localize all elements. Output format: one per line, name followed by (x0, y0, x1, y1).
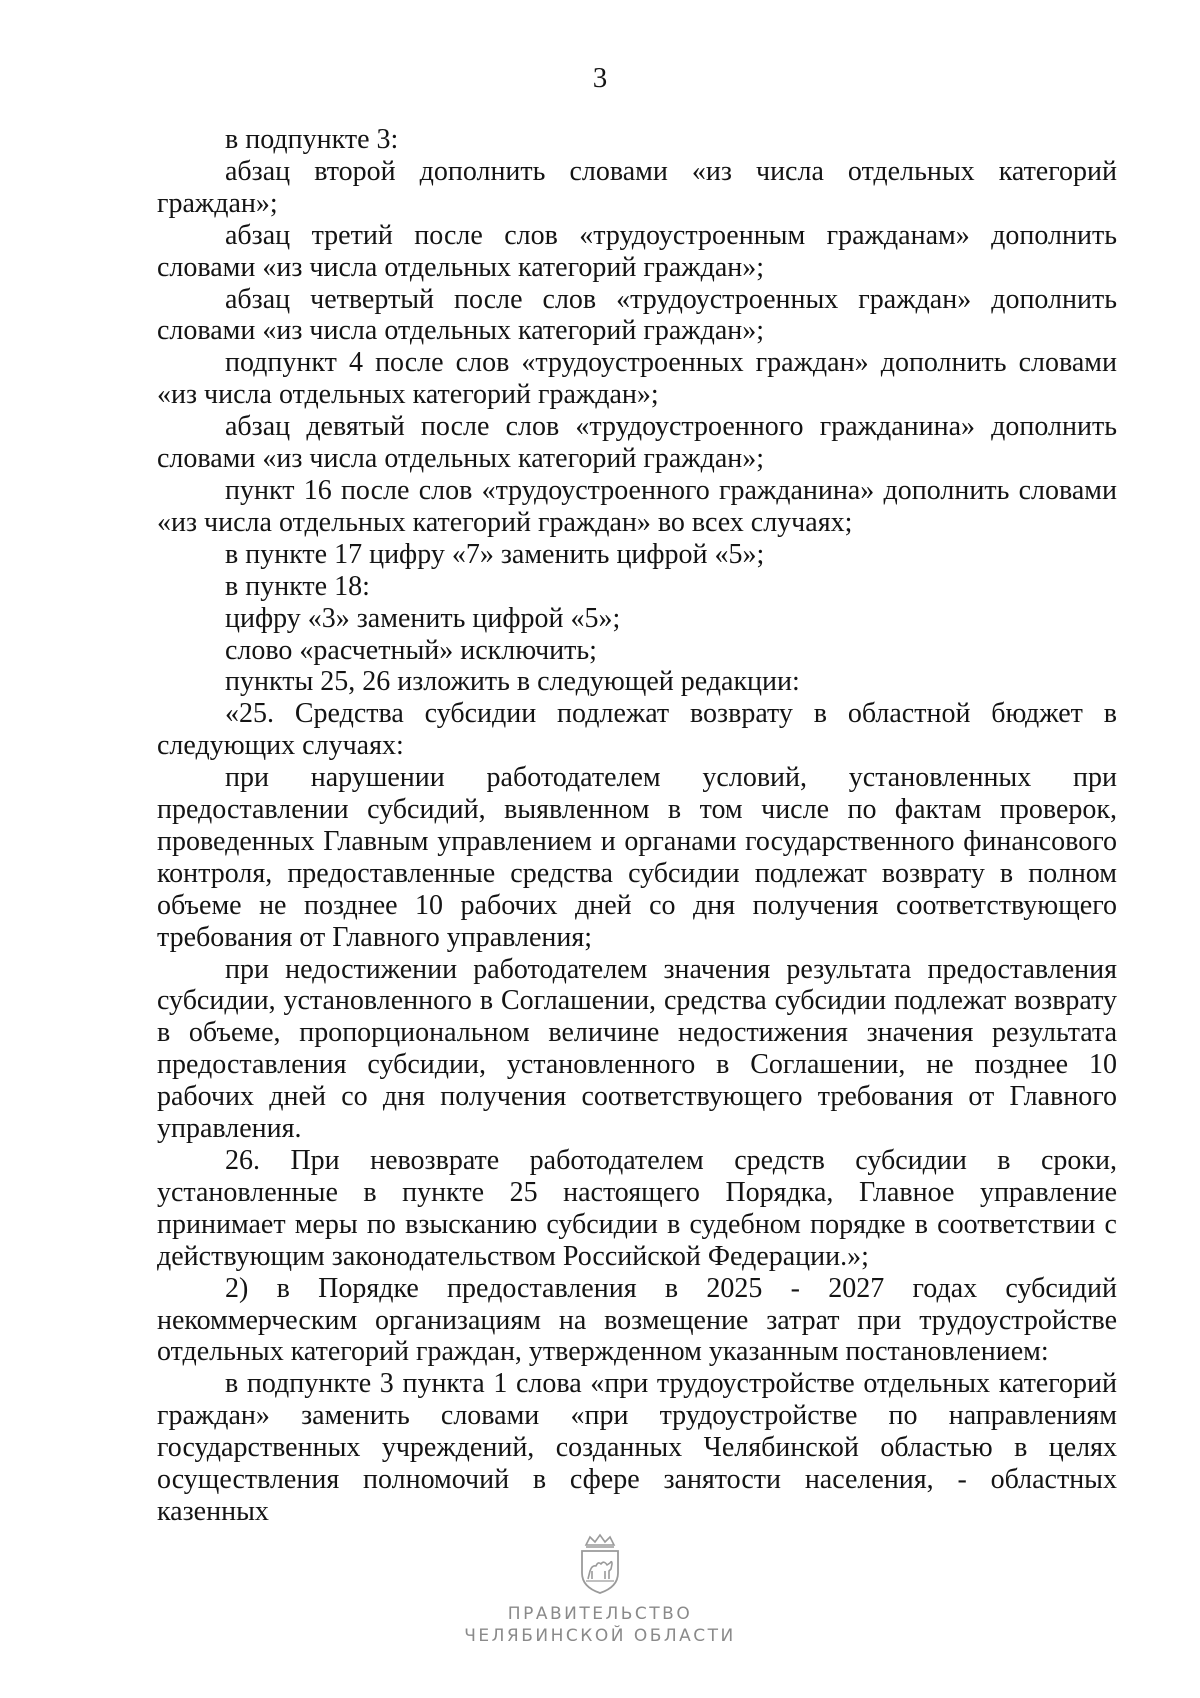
paragraph: абзац третий после слов «трудоустроенным гражданам» дополнить словами «из числа отдельных категорий граждан»; (157, 219, 1117, 283)
page-number: 3 (592, 62, 608, 94)
org-name-line-2: ЧЕЛЯБИНСКОЙ ОБЛАСТИ (464, 1626, 736, 1646)
document-body (157, 124, 1117, 1528)
paragraph: пункты 25, 26 изложить в следующей редакции: (225, 666, 800, 698)
paragraph: в подпункте 3 пункта 1 слова «при трудоустройстве отдельных категорий граждан» заменить словами «при трудоустройстве по направлениям государственных учреждений, созданных Челябинской областью в целях осуществления полномочий в сфере занятости населения, - областных казенных (157, 1368, 1117, 1527)
org-name-line-1: ПРАВИТЕЛЬСТВО (507, 1604, 693, 1624)
paragraph: цифру «3» заменить цифрой «5»; (225, 602, 621, 634)
paragraph: 2) в Порядке предоставления в 2025 - 2027 годах субсидий некоммерческим организациям на возмещение затрат при трудоустройстве отдельных категорий граждан, утвержденном указанным постановлением: (157, 1272, 1117, 1368)
paragraph: абзац второй дополнить словами «из числа отдельных категорий граждан»; (157, 155, 1117, 219)
paragraph: «25. Средства субсидии подлежат возврату в областной бюджет в следующих случаях: (157, 698, 1117, 762)
government-footer (0, 1533, 1200, 1647)
paragraph: пункт 16 после слов «трудоустроенного гражданина» дополнить словами «из числа отдельных категорий граждан» во всех случаях; (157, 474, 1117, 538)
paragraph: абзац четвертый после слов «трудоустроенных граждан» дополнить словами «из числа отдельных категорий граждан»; (157, 283, 1117, 347)
chelyabinsk-coat-of-arms-icon (574, 1533, 626, 1595)
paragraph: слово «расчетный» исключить; (225, 634, 597, 666)
paragraph: 26. При невозврате работодателем средств субсидии в сроки, установленные в пункте 25 настоящего Порядка, Главное управление принимает меры по взысканию субсидии в судебном порядке в соответствии с действующим законодательством Российской Федерации.»; (157, 1145, 1117, 1272)
paragraph: в пункте 18: (225, 570, 370, 602)
paragraph: при нарушении работодателем условий, установленных при предоставлении субсидий, выявленном в том числе по фактам проверок, проведенных Главным управлением и органами государственного финансового контроля, предоставленные средства субсидии подлежат возврату в полном объеме не позднее 10 рабочих дней со дня получения соответствующего требования от Главного управления; (157, 762, 1117, 953)
paragraph: абзац девятый после слов «трудоустроенного гражданина» дополнить словами «из числа отдельных категорий граждан»; (157, 411, 1117, 475)
paragraph: в пункте 17 цифру «7» заменить цифрой «5»; (225, 538, 765, 570)
paragraph: в подпункте 3: (225, 124, 399, 155)
paragraph: при недостижении работодателем значения результата предоставления субсидии, установленного в Соглашении, средства субсидии подлежат возврату в объеме, пропорциональном величине недостижения значения результата предоставления субсидии, установленного в Соглашении, не позднее 10 рабочих дней со дня получения соответствующего требования от Главного управления. (157, 953, 1117, 1145)
paragraph: подпункт 4 после слов «трудоустроенных граждан» дополнить словами «из числа отдельных категорий граждан»; (157, 347, 1117, 411)
